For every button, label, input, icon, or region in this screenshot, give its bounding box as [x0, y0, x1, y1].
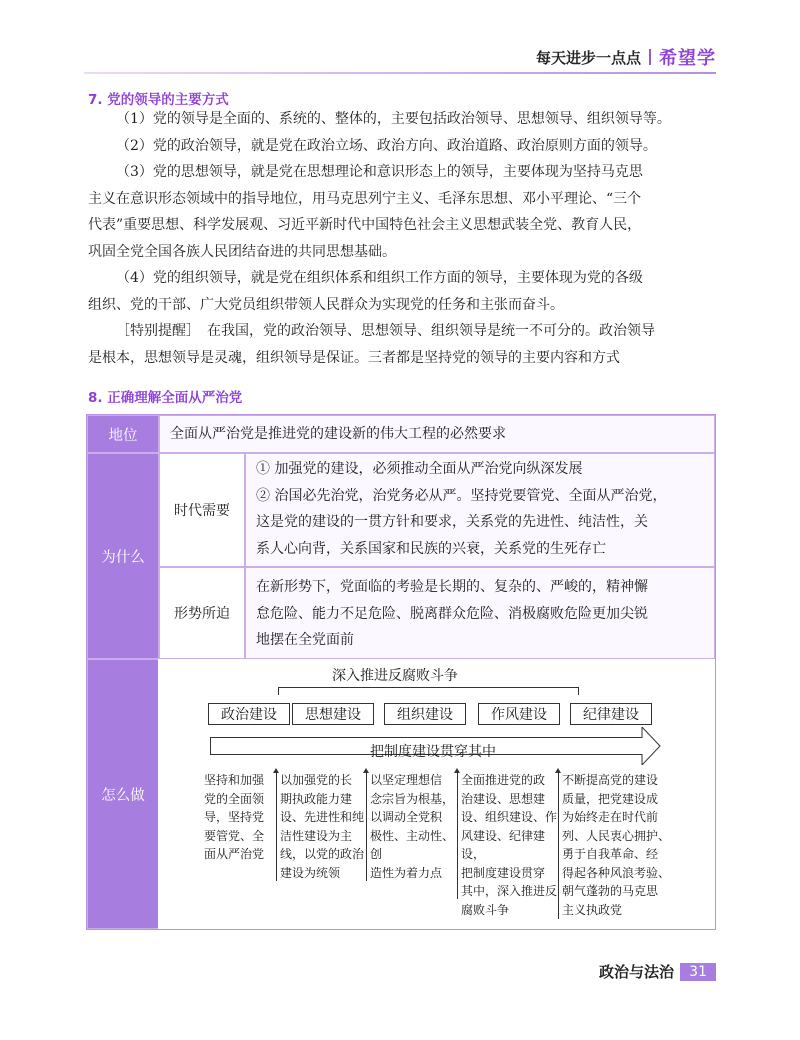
col5-line: 质量，把党建设成: [562, 791, 659, 806]
anti-corruption-bracket: [278, 687, 578, 688]
diagram-column-4: [461, 771, 557, 919]
era-need-label: 时代需要: [159, 453, 245, 567]
bracket-tick-left: [278, 687, 279, 695]
situation-text: [245, 567, 715, 659]
brand-logo: 希望学: [659, 48, 716, 69]
col-divider-2: [366, 771, 367, 881]
paragraph-3-line-1: （3）党的思想领导，就是党在思想理论和意识形态上的领导，主要体现为坚持马克思: [116, 164, 643, 180]
page-header: [536, 44, 716, 70]
col3-line: 以调动全党积: [370, 810, 443, 824]
col3-line: 以坚定理想信: [370, 773, 443, 787]
paragraph-1: （1）党的领导是全面的、系统的、整体的，主要包括政治领导、思想领导、组织领导等。: [116, 111, 671, 127]
col2-line: 线，以党的政治: [280, 847, 365, 861]
col-divider-4: [558, 771, 559, 919]
col5-line: 主义执政党: [562, 902, 623, 917]
box-political: 政治建设: [208, 703, 290, 725]
col3-line: 念宗旨为根基，: [370, 791, 455, 806]
paragraph-3-line-3: 代表”重要思想、科学发展观、习近平新时代中国特色社会主义思想武装全党、教育人民，: [88, 217, 642, 233]
anti-corruption-label: 深入推进反腐败斗争: [326, 665, 464, 685]
special-note-line-1: ［特别提醒］ 在我国，党的政治领导、思想领导、组织领导是统一不可分的。政治领导: [116, 323, 655, 339]
era-need-line-4: 系人心向背，关系国家和民族的兴衰，关系党的生死存亡: [256, 540, 606, 557]
col4-line: 腐败斗争: [461, 902, 510, 917]
section-8-title: 8. 正确理解全面从严治党: [88, 390, 243, 406]
paragraph-2: （2）党的政治领导，就是党在政治立场、政治方向、政治道路、政治原则方面的领导。: [116, 137, 657, 154]
header-rule: [84, 72, 716, 74]
section-7-title: 7. 党的领导的主要方式: [88, 92, 229, 108]
situation-label: 形势所迫: [159, 567, 245, 659]
situation-line-2: 怠危险、能力不足危险、脱离群众危险、消极腐败危险更加尖锐: [256, 605, 648, 622]
row-why-label: 为什么: [87, 453, 159, 659]
col2-line: 建设为统领: [280, 865, 341, 880]
col4-line: 设、组织建设、作: [461, 810, 558, 824]
box-discipline: 纪律建设: [570, 703, 652, 725]
page-footer: [599, 961, 716, 982]
col1-line: 坚持和加强: [204, 773, 265, 787]
row-status-label: 地位: [87, 415, 159, 453]
col2-line: 期执政能力建: [280, 791, 353, 806]
diagram-column-1: [204, 771, 276, 864]
col1-line: 导，坚持党: [204, 810, 265, 824]
situation-line-3: 地摆在全党面前: [256, 632, 354, 648]
col5-line: 不断提高党的建设: [562, 773, 659, 787]
header-slogan: 每天进步一点点: [535, 48, 641, 67]
situation-line-1: 在新形势下，党面临的考验是长期的、复杂的、严峻的，精神懈: [256, 579, 648, 595]
arrow-head-icon: [641, 727, 661, 765]
era-need-line-1: ① 加强党的建设，必须推动全面从严治党向纵深发展: [256, 461, 583, 477]
col2-line: 以加强党的长: [280, 773, 353, 787]
col3-line: 造性为着力点: [370, 865, 443, 880]
bracket-tick-right: [578, 687, 579, 695]
col1-line: 面从严治党: [204, 847, 265, 861]
col-divider-3: [457, 771, 458, 899]
col4-line: 把制度建设贯穿: [461, 865, 546, 880]
paragraph-4-line-2: 组织、党的干部、广大党员组织带领人民群众为实现党的任务和主张而奋斗。: [88, 296, 564, 313]
section-7-body: [88, 106, 716, 371]
header-divider: [649, 49, 651, 65]
diagram-column-5: [562, 771, 674, 919]
row-status-text: 全面从严治党是推进党的建设新的伟大工程的必然要求: [159, 415, 715, 453]
col4-line: 治建设、思想建: [461, 791, 546, 806]
diagram-column-2: [280, 771, 366, 882]
col1-line: 党的全面领: [204, 791, 265, 806]
box-conduct: 作风建设: [478, 703, 560, 725]
col4-line: 其中，深入推进反: [461, 884, 558, 898]
box-ideological: 思想建设: [292, 703, 374, 725]
col1-line: 要管党、全: [204, 828, 265, 843]
col4-line: 风建设、纪律建设，: [461, 828, 546, 861]
col2-line: 洁性建设为主: [280, 828, 353, 843]
col5-line: 为始终走在时代前: [562, 810, 659, 824]
col5-line: 勇于自我革命、经: [562, 847, 659, 861]
era-need-line-3: 这是党的建设的一贯方针和要求，关系党的先进性、纯洁性，关: [256, 514, 648, 530]
col-divider-1: [276, 771, 277, 881]
col2-line: 设、先进性和纯: [280, 810, 365, 824]
party-building-diagram: [158, 659, 715, 929]
box-organizational: 组织建设: [384, 703, 466, 725]
subject-label: 政治与法治: [598, 963, 674, 981]
era-need-text: [245, 453, 715, 567]
diagram-column-3: [370, 771, 456, 882]
col5-line: 得起各种风浪考验、: [562, 865, 671, 880]
row-how-label: 怎么做: [87, 659, 159, 929]
paragraph-4-line-1: （4）党的组织领导，就是党在组织体系和组织工作方面的领导，主要体现为党的各级: [116, 270, 643, 286]
paragraph-3-line-4: 巩固全党全国各族人民团结奋进的共同思想基础。: [88, 243, 396, 260]
col4-line: 全面推进党的政: [461, 773, 546, 787]
special-note-line-2: 是根本，思想领导是灵魂，组织领导是保证。三者都是坚持党的领导的主要内容和方式: [88, 349, 620, 366]
era-need-line-2: ② 治国必先治党，治党务必从严。坚持党要管党、全面从严治党，: [256, 487, 667, 504]
col3-line: 极性、主动性、创: [370, 828, 455, 861]
institution-arrow-label: 把制度建设贯穿其中: [370, 744, 496, 760]
page-number: 31: [680, 963, 716, 981]
col5-line: 列、人民衷心拥护、: [562, 828, 671, 843]
col5-line: 朝气蓬勃的马克思: [562, 884, 659, 898]
paragraph-3-line-2: 主义在意识形态领域中的指导地位，用马克思列宁主义、毛泽东思想、邓小平理论、“三个: [88, 190, 642, 207]
